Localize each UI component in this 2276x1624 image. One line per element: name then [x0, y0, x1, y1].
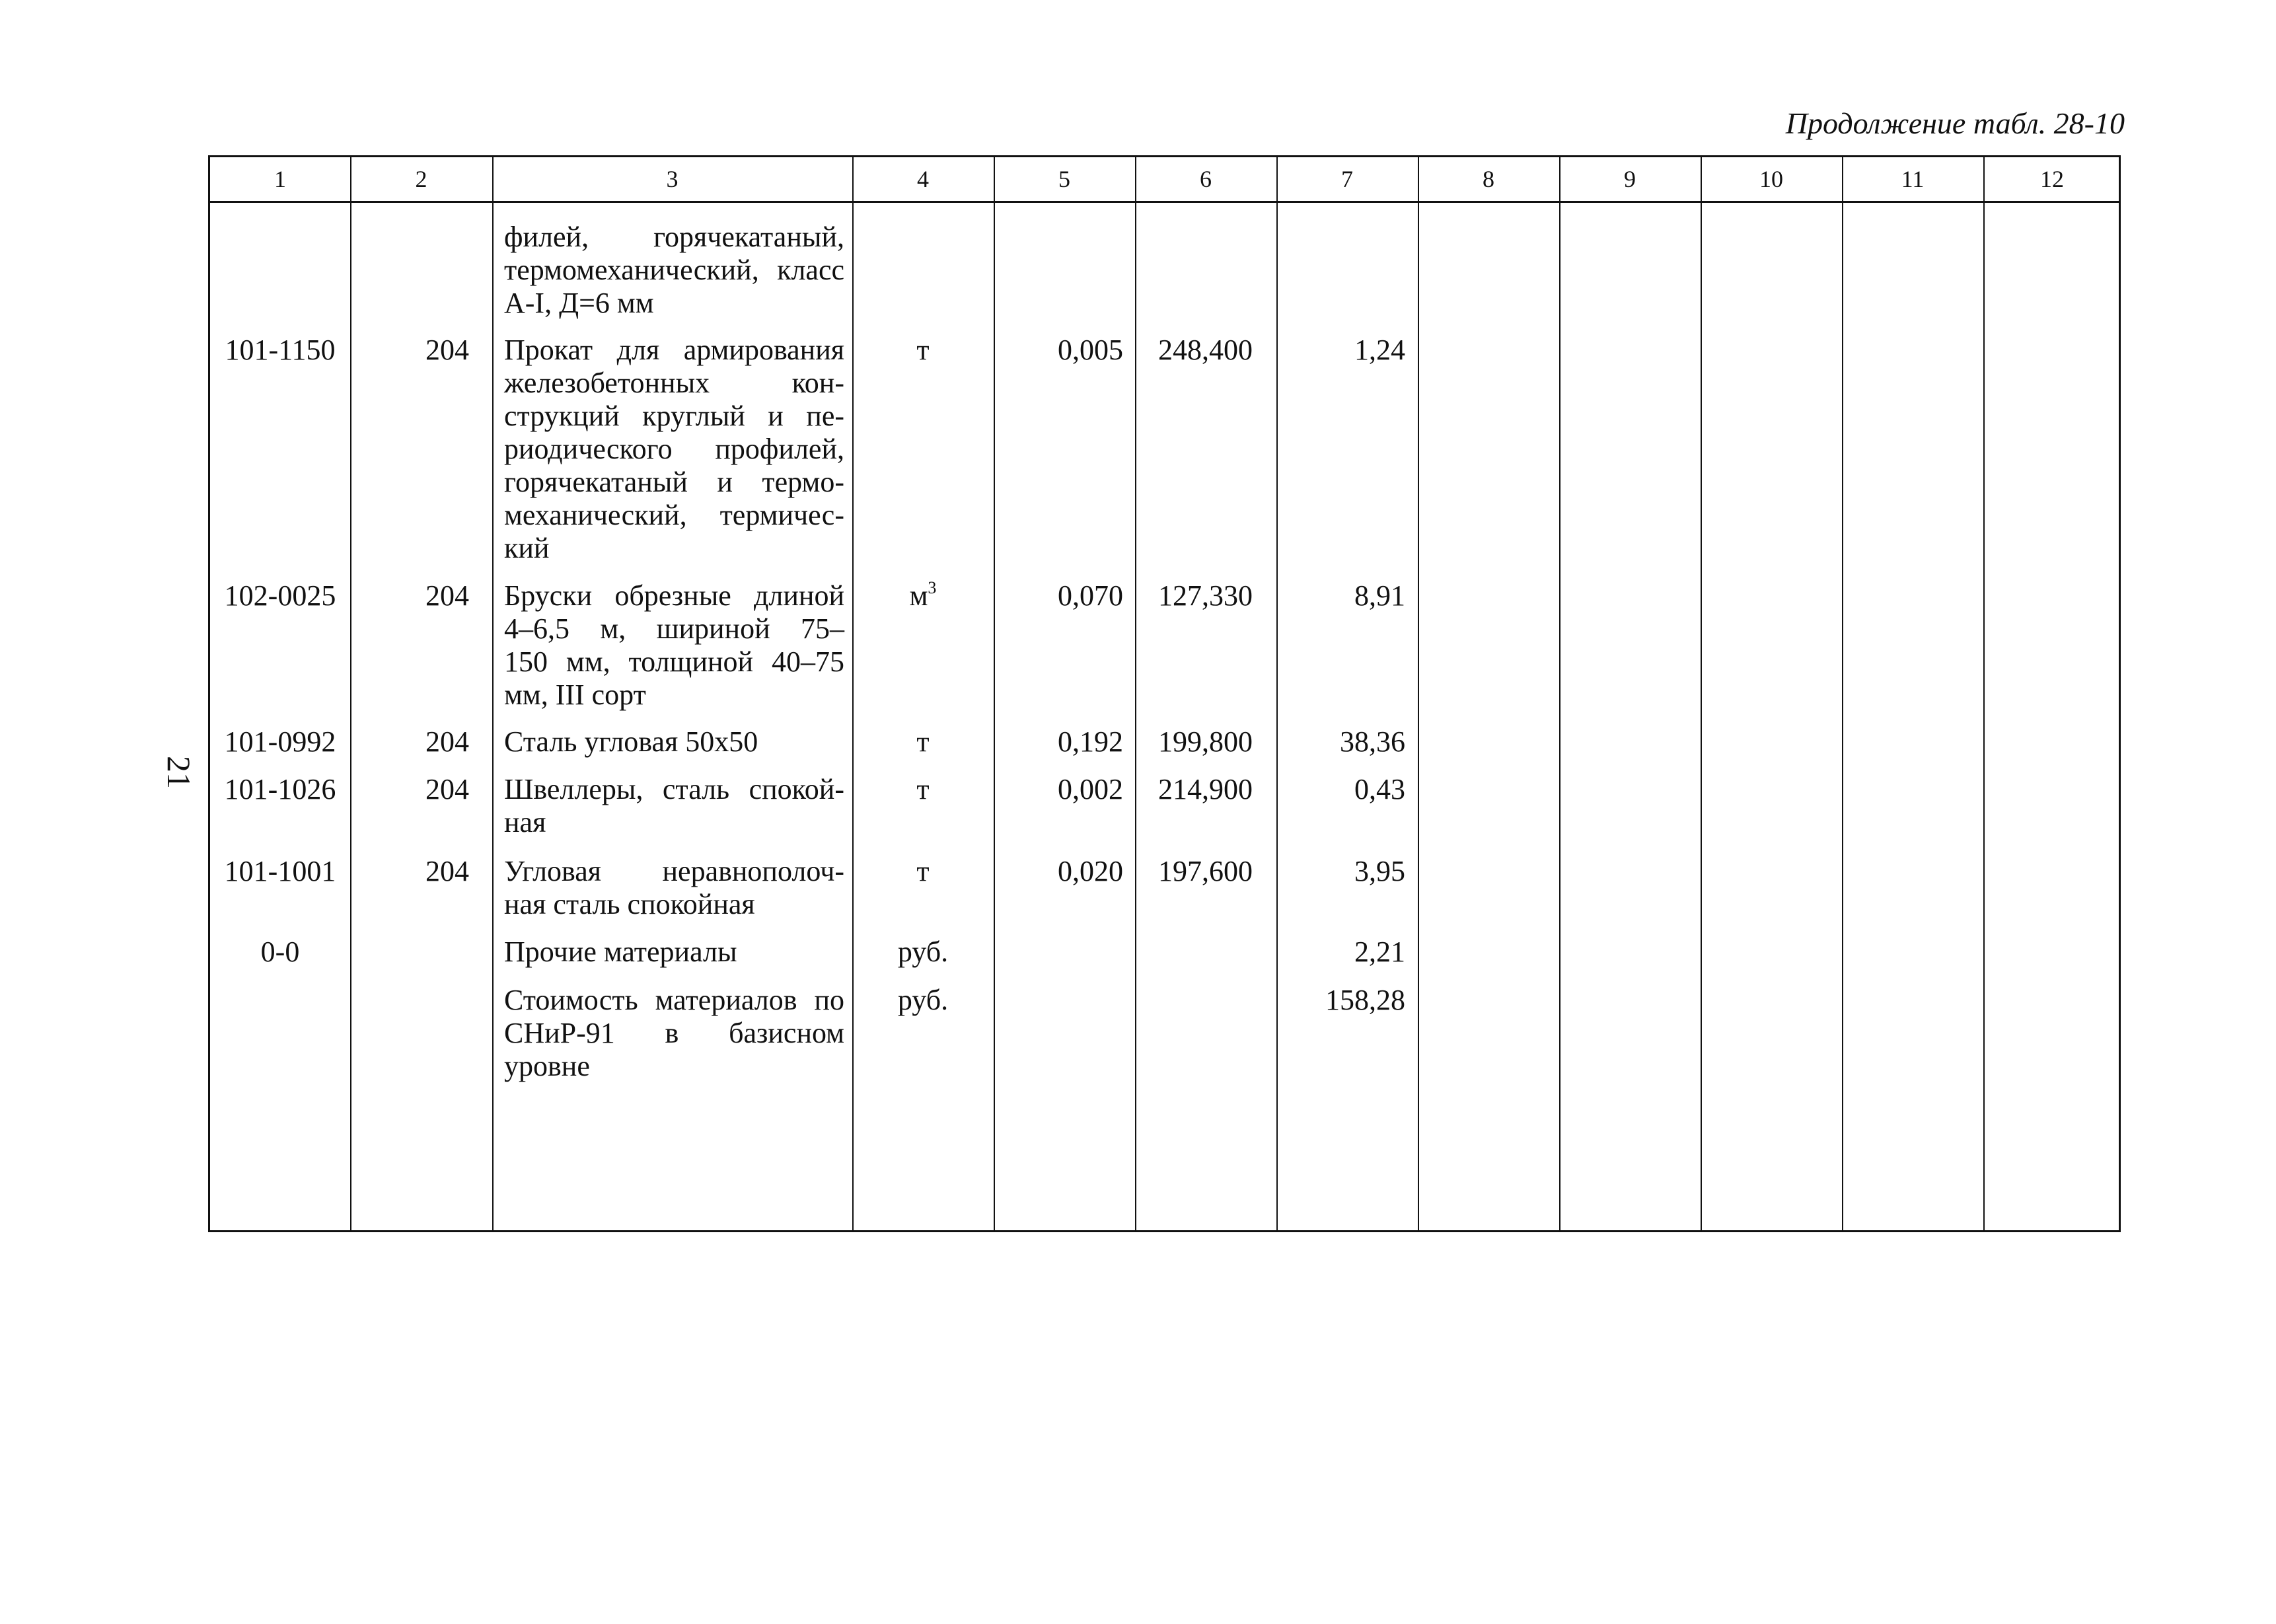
column-divider — [1983, 157, 1985, 1230]
cost: 38,36 — [1340, 725, 1405, 758]
header-cell: 4 — [917, 166, 929, 192]
quantity: 0,005 — [1058, 334, 1123, 366]
description-line: Стоимость материалов по — [504, 984, 844, 1016]
cost: 158,28 — [1325, 984, 1405, 1016]
resource-group: 204 — [425, 334, 469, 366]
unit: т — [916, 725, 930, 758]
header-cell: 1 — [274, 166, 286, 192]
table-row — [504, 936, 844, 969]
header-cell: 6 — [1200, 166, 1212, 192]
unit-price: 214,900 — [1158, 773, 1253, 805]
material-code: 101-1150 — [225, 334, 336, 366]
header-cell: 11 — [1901, 166, 1925, 192]
unit-price: 127,330 — [1158, 579, 1253, 612]
unit: т — [916, 855, 930, 887]
header-cell: 12 — [2040, 166, 2064, 192]
description-line: 4–6,5 м, шириной 75– — [504, 612, 844, 645]
description-line: кий — [504, 532, 550, 564]
resource-group: 204 — [425, 579, 469, 612]
description-line: ная сталь спокойная — [504, 888, 755, 920]
description-line: филей, горячекатаный, — [504, 221, 844, 253]
cost: 8,91 — [1354, 579, 1405, 612]
quantity: 0,002 — [1058, 773, 1123, 805]
cost: 0,43 — [1354, 773, 1405, 805]
header-cell: 5 — [1058, 166, 1070, 192]
resource-group: 204 — [425, 773, 469, 805]
resource-group: 204 — [425, 725, 469, 758]
quantity: 0,020 — [1058, 855, 1123, 887]
description-line: А-I, Д=6 мм — [504, 287, 654, 319]
column-divider — [1135, 157, 1136, 1230]
column-divider — [492, 157, 494, 1230]
column-divider — [1418, 157, 1419, 1230]
column-divider — [1276, 157, 1278, 1230]
header-cell: 8 — [1483, 166, 1494, 192]
description-line: СНиР-91 в базисном — [504, 1017, 844, 1049]
unit-price: 197,600 — [1158, 855, 1253, 887]
quantity: 0,070 — [1058, 579, 1123, 612]
table-row — [504, 725, 844, 758]
cost: 3,95 — [1354, 855, 1405, 887]
description-line: Сталь угловая 50х50 — [504, 725, 758, 758]
table-row — [504, 221, 844, 320]
header-divider — [210, 201, 2119, 203]
resource-group: 204 — [425, 855, 469, 887]
unit: руб. — [897, 936, 949, 968]
material-code: 102-0025 — [224, 579, 336, 612]
unit: т — [916, 334, 930, 366]
column-divider — [1701, 157, 1702, 1230]
description-line: мм, III сорт — [504, 679, 646, 711]
unit-text: м — [909, 579, 928, 612]
materials-table — [208, 155, 2121, 1232]
description-line: уровне — [504, 1050, 590, 1082]
page-number: 21 — [161, 756, 198, 789]
cost: 2,21 — [1354, 936, 1405, 968]
unit-superscript: 3 — [928, 578, 937, 597]
column-divider — [1559, 157, 1560, 1230]
description-line: Бруски обрезные длиной — [504, 579, 844, 612]
column-divider — [994, 157, 995, 1230]
description-line: 150 мм, толщиной 40–75 — [504, 646, 844, 678]
description-line: ная — [504, 806, 546, 838]
column-divider — [852, 157, 854, 1230]
header-cell: 3 — [666, 166, 679, 192]
table-row — [504, 334, 844, 565]
table-row — [504, 984, 844, 1083]
description-line: струкций круглый и пе- — [504, 400, 844, 432]
material-code: 101-1001 — [224, 855, 336, 887]
material-code: 0-0 — [260, 936, 300, 968]
header-cell: 9 — [1624, 166, 1636, 192]
table-row — [504, 855, 844, 921]
cost: 1,24 — [1354, 334, 1405, 366]
header-cell: 2 — [415, 166, 427, 192]
description-line: Прочие материалы — [504, 936, 737, 968]
material-code: 101-1026 — [224, 773, 336, 805]
header-cell: 7 — [1341, 166, 1353, 192]
description-line: горячекатаный и термо- — [504, 466, 844, 498]
description-line: механический, термичес- — [504, 499, 844, 531]
description-line: Швеллеры, сталь спокой- — [504, 773, 844, 805]
description-line: железобетонных кон- — [504, 367, 844, 399]
unit-price: 248,400 — [1158, 334, 1253, 366]
unit: руб. — [897, 984, 949, 1016]
unit: т — [916, 773, 930, 805]
column-divider — [350, 157, 351, 1230]
header-cell: 10 — [1759, 166, 1783, 192]
table-row — [504, 579, 844, 712]
description-line: Прокат для армирования — [504, 334, 844, 366]
column-divider — [1842, 157, 1843, 1230]
description-line: Угловая неравнополоч- — [504, 855, 844, 887]
table-caption: Продолжение табл. 28-10 — [1785, 106, 2125, 140]
quantity: 0,192 — [1058, 725, 1123, 758]
unit-price: 199,800 — [1158, 725, 1253, 758]
material-code: 101-0992 — [224, 725, 336, 758]
description-line: риодического профилей, — [504, 433, 844, 465]
unit — [852, 579, 994, 612]
table-row — [504, 773, 844, 839]
description-line: термомеханический, класс — [504, 254, 844, 286]
